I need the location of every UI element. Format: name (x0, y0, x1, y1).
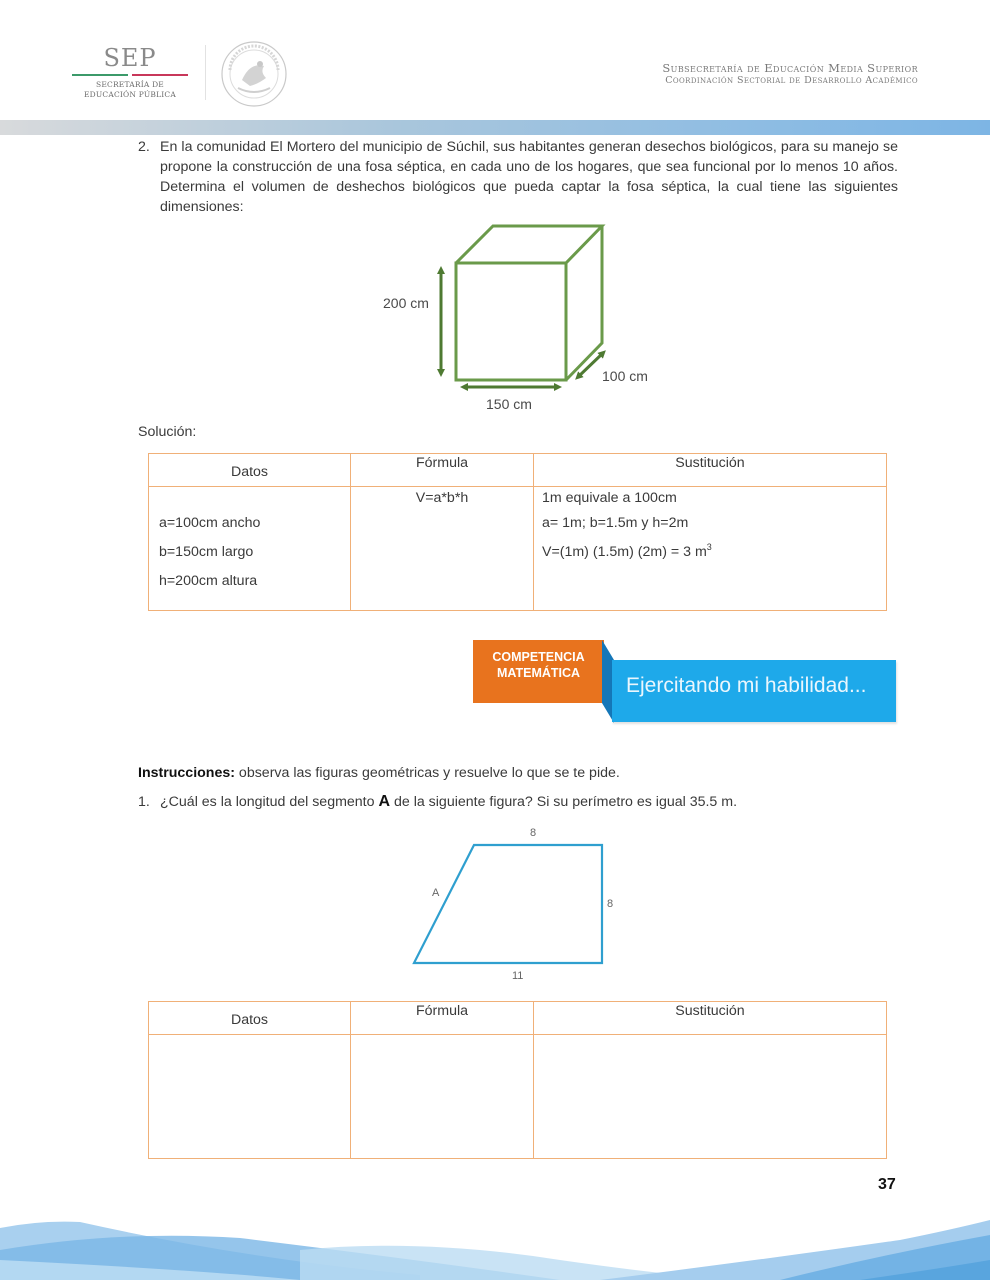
header-formula: Fórmula (351, 1002, 534, 1035)
answer-table (148, 1001, 887, 1159)
values-line: a= 1m; b=1.5m y h=2m (542, 515, 689, 531)
solution-label: Solución: (138, 424, 197, 440)
tag-line-1: COMPETENCIA (492, 650, 585, 664)
bottom-side-label: 11 (512, 970, 524, 982)
question-text-after: de la siguiente figura? Si su perímetro es igual 35.5 m. (390, 794, 738, 810)
dato-h: h=200cm altura (159, 573, 258, 589)
logo-divider (205, 45, 206, 100)
segment-a-label: A (432, 887, 440, 899)
header-formula: Fórmula (351, 454, 534, 487)
formula-cell (351, 487, 534, 611)
sustitucion-answer-cell[interactable] (534, 1035, 887, 1159)
coat-of-arms-seal-icon (220, 40, 288, 108)
right-side-label: 8 (607, 898, 614, 910)
sep-logo (70, 44, 190, 100)
sep-line1: SECRETARÍA DE (96, 80, 164, 89)
competencia-banner (473, 640, 898, 725)
trapezoid-figure (400, 820, 630, 990)
formula-answer-cell[interactable] (351, 1035, 534, 1159)
volume-formula: V=a*b*h (415, 490, 469, 506)
header-institution (662, 61, 918, 87)
footer-wave-decoration (0, 1200, 990, 1280)
header-sustitucion: Sustitución (534, 1002, 887, 1035)
conversion-line: 1m equivale a 100cm (542, 490, 677, 506)
sep-acronym: SEP (103, 44, 157, 72)
sustitucion-cell (534, 487, 887, 611)
header-datos: Datos (149, 454, 351, 487)
width-dimension-label: 150 cm (486, 396, 532, 412)
result-line (542, 538, 886, 567)
question-text (160, 792, 898, 812)
logo-rule (72, 74, 188, 76)
segment-name: A (378, 793, 391, 810)
competencia-tag (473, 640, 604, 703)
height-dimension-label: 200 cm (383, 295, 429, 311)
septic-tank-cube-figure (370, 215, 670, 420)
header-sustitucion: Sustitución (534, 454, 887, 487)
table-header-row (149, 454, 887, 487)
question-text-before: ¿Cuál es la longitud del segmento (160, 794, 379, 810)
result-text: V=(1m) (1.5m) (2m) = 3 m (542, 544, 707, 560)
problem-2 (138, 137, 898, 217)
instructions (138, 763, 898, 783)
question-number: 1. (138, 794, 150, 810)
tag-line-2: MATEMÁTICA (496, 666, 581, 680)
cubic-exponent: 3 (706, 542, 712, 552)
subsecretaria-title: Subsecretaría de Educación Media Superior (662, 61, 918, 75)
table-row (149, 487, 887, 611)
top-side-label: 8 (530, 827, 537, 839)
header-datos: Datos (149, 1002, 351, 1035)
solution-table (148, 453, 887, 611)
page-header (0, 0, 990, 120)
banner-title: Ejercitando mi habilidad... (612, 660, 896, 722)
question-1 (138, 792, 898, 812)
datos-cell (149, 487, 351, 611)
depth-dimension-label: 100 cm (602, 368, 648, 384)
dato-b: b=150cm largo (159, 544, 254, 560)
instructions-label: Instrucciones: (138, 765, 235, 781)
page-number: 37 (878, 1176, 896, 1193)
sep-line2: EDUCACIÓN PÚBLICA (83, 90, 176, 99)
problem-text: En la comunidad El Mortero del municipio de Súchil, sus habitantes generan desechos biológicos, para su manejo se propone la construcción de una fosa séptica, en cada uno de los hogares, que sea funcional por lo menos 10 años. Determina el volumen de deshechos biológicos que pueda captar la fosa séptica, la cual tiene las siguientes dimensiones: (160, 139, 898, 215)
header-gradient-bar (0, 120, 990, 135)
table-header-row (149, 1002, 887, 1035)
instructions-text: observa las figuras geométricas y resuelve lo que se te pide. (234, 765, 620, 781)
problem-number: 2. (138, 139, 150, 155)
coordinacion-title: Coordinación Sectorial de Desarrollo Académico (665, 75, 918, 86)
table-row (149, 1035, 887, 1159)
dato-a: a=100cm ancho (159, 515, 261, 531)
datos-answer-cell[interactable] (149, 1035, 351, 1159)
